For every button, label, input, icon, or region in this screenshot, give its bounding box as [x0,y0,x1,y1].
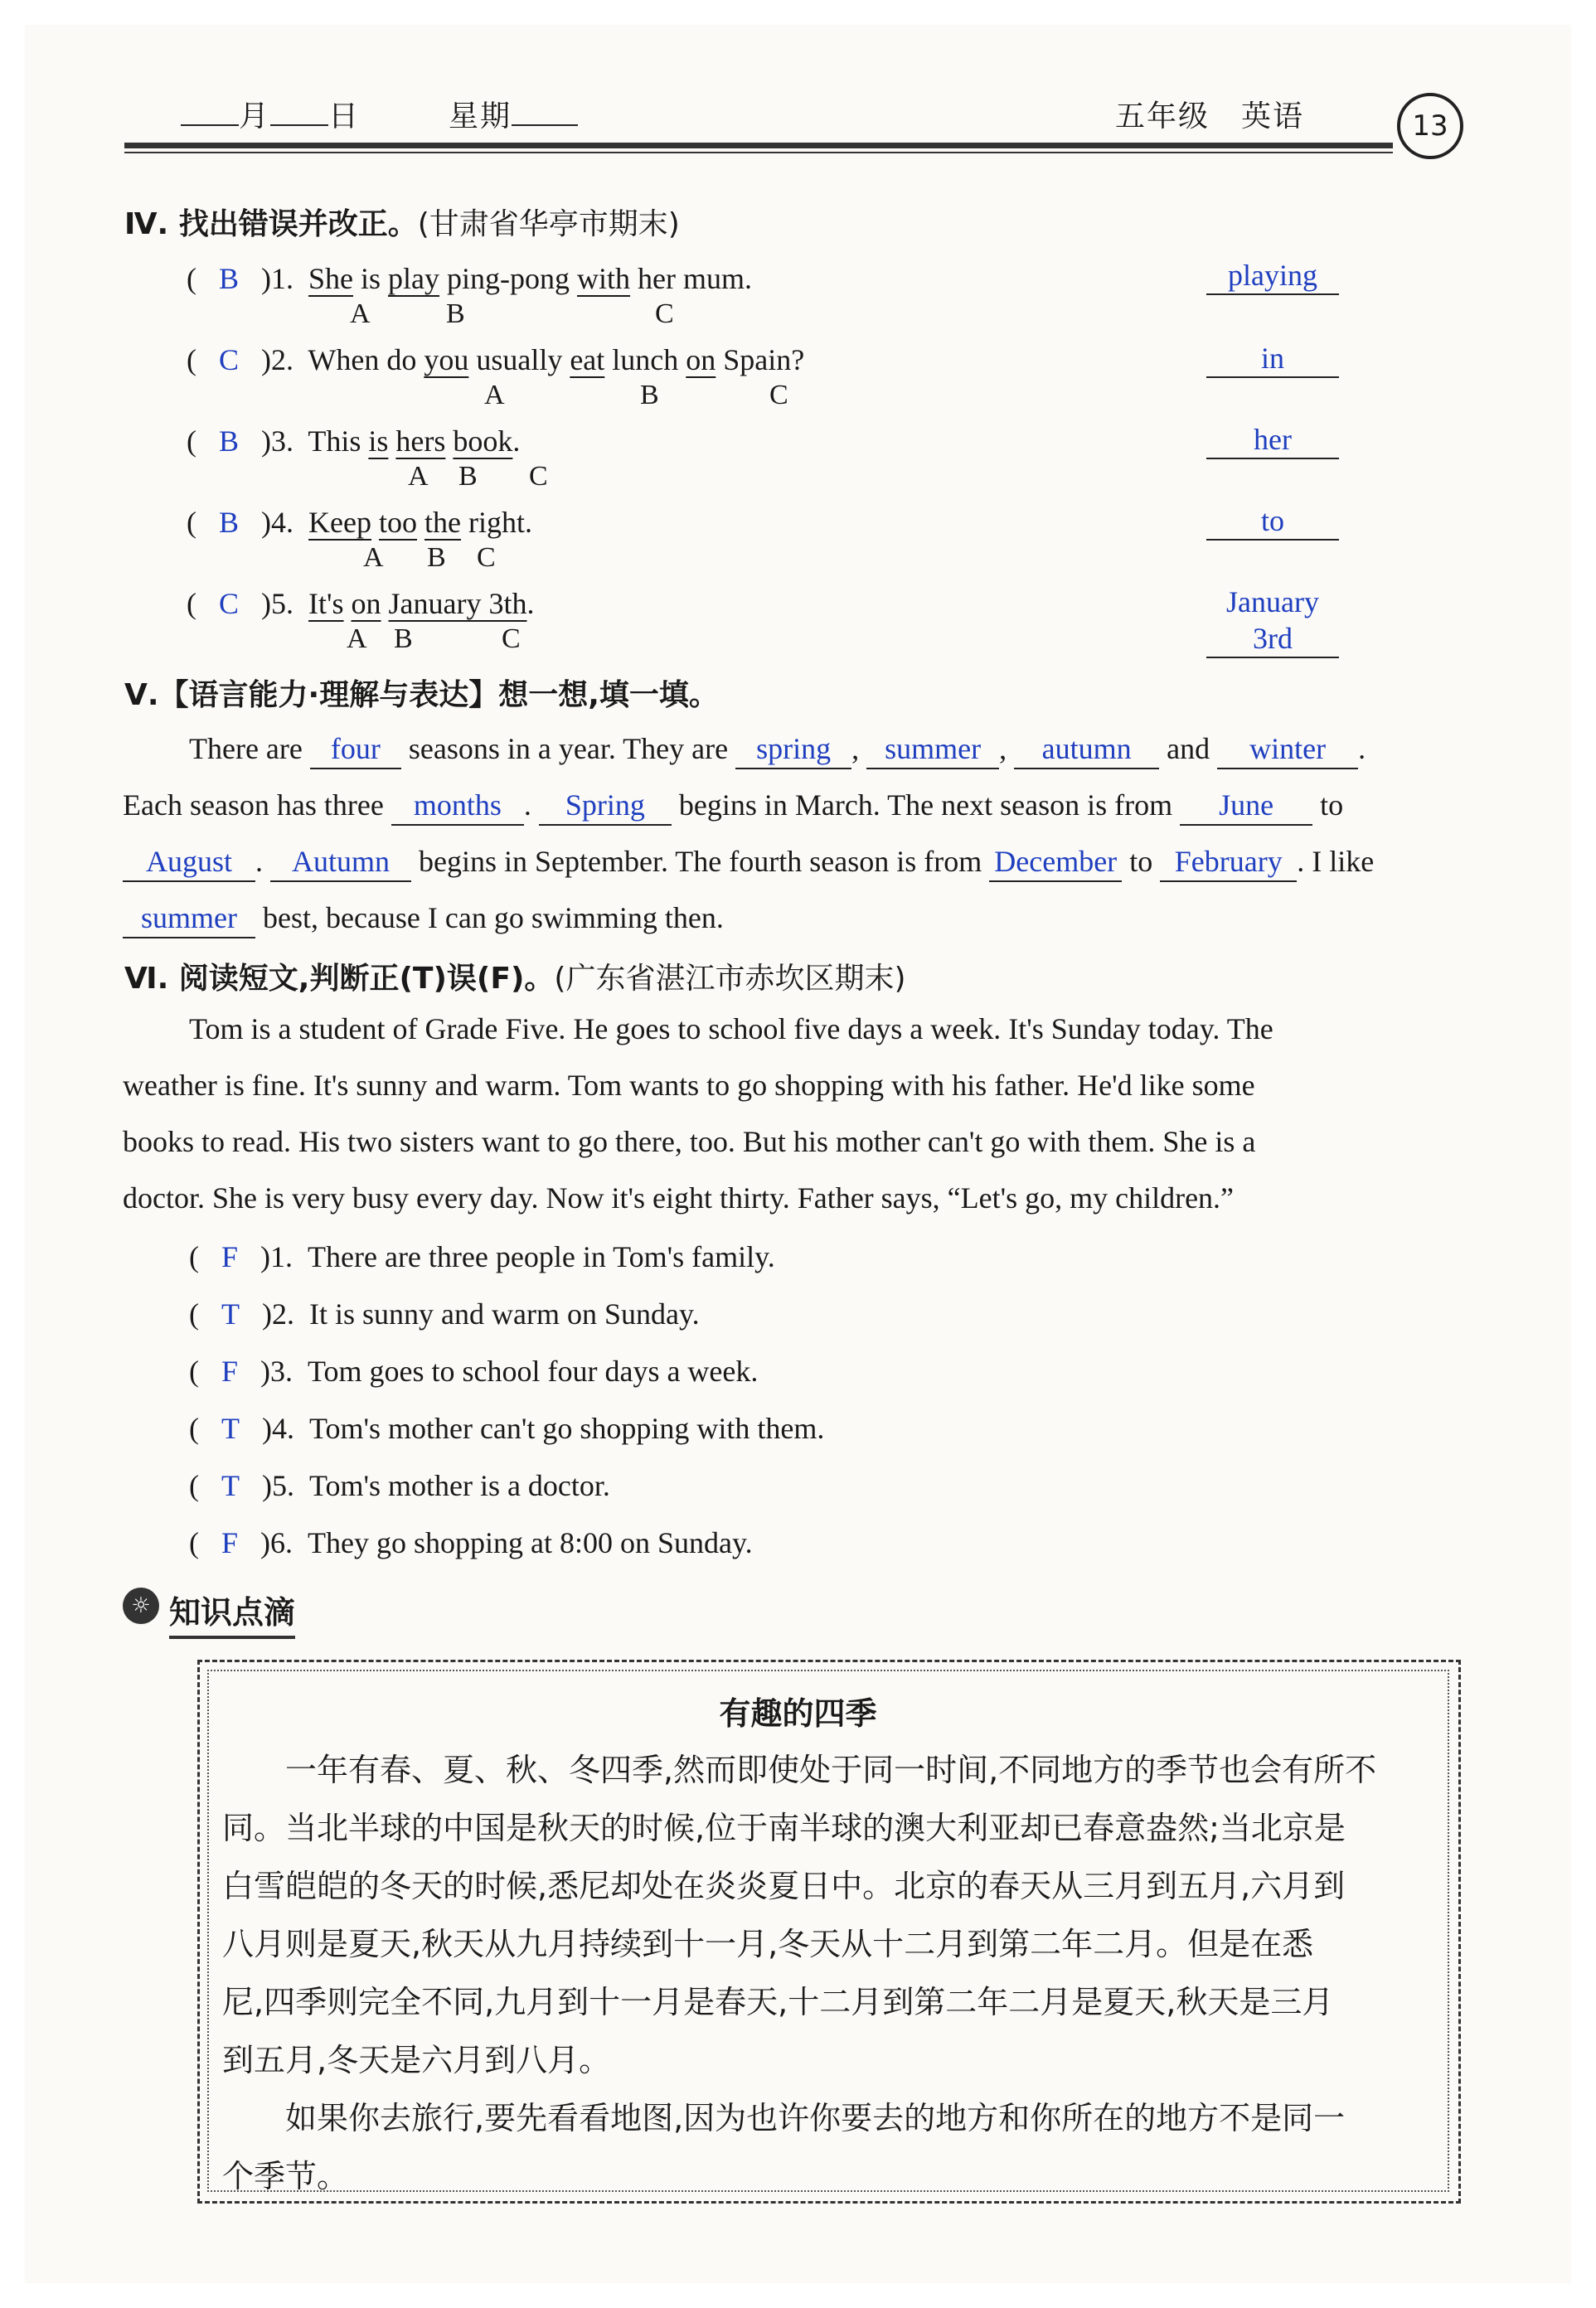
section4-item-2: ( C )2. When do you usually eat lunch on Spain? [187,343,805,376]
correction-2: in [1206,340,1339,378]
label-c: C [502,623,521,654]
correction-3: her [1206,421,1339,459]
text: begins in September. The fourth season is from [419,845,982,878]
label-c: C [477,542,496,573]
item-text: It is sunny and warm on Sunday. [309,1297,700,1331]
tf-item-1: ( F )1. There are three people in Tom's family. [189,1240,775,1273]
section5-title: Ⅴ.【语言能力·理解与表达】想一想,填一填。 [124,678,719,712]
text: begins in March. The next season is from [678,788,1173,822]
knowledge-line-7: 如果你去旅行,要先看看地图,因为也许你要去的地方和你所在的地方不是同一 [222,2100,1346,2136]
text: , [999,732,1007,765]
label-c: C [529,461,548,492]
lightbulb-icon: ☼ [123,1588,159,1624]
correction-5: January 3rd [1206,584,1339,658]
passage-line-4: doctor. She is very busy every day. Now it's eight thirty. Father says, “Let's go, my children.” [123,1181,1235,1215]
blank-autumn-cap: Autumn [270,842,411,882]
tf-item-5: ( T )5. Tom's mother is a doctor. [189,1469,610,1502]
text: seasons in a year. They are [408,732,729,765]
knowledge-line-2: 同。当北半球的中国是秋天的时候,位于南半球的澳大利亚却已春意盎然;当北京是 [222,1810,1346,1846]
header-rule-thin [124,152,1393,153]
knowledge-line-8: 个季节。 [222,2158,349,2194]
correction-4: to [1206,502,1339,541]
label-a: A [350,298,371,329]
item-number: )6. [260,1526,293,1559]
header-rule [124,143,1393,148]
text: . [255,845,263,878]
grade-subject: 五年级 英语 [1115,99,1305,133]
blank-four: four [310,730,401,769]
blank-months: months [391,786,524,826]
knowledge-line-6: 到五月,冬天是六月到八月。 [222,2042,611,2078]
correction-1: playing [1206,257,1339,295]
tf-item-2: ( T )2. It is sunny and warm on Sunday. [189,1297,700,1331]
section5-line-1 [189,730,1366,769]
text: to [1129,845,1153,878]
blank-spring: spring [735,730,851,769]
section4-heading: Ⅳ. 找出错误并改正。 [124,207,418,241]
item-number: )3. [260,1355,293,1388]
passage-line-1: Tom is a student of Grade Five. He goes to school five days a week. It's Sunday today. The [189,1012,1273,1045]
section6-source: (广东省湛江市赤坎区期末) [554,962,906,996]
item-number: )2. [261,343,294,376]
knowledge-line-4: 八月则是夏天,秋天从九月持续到十一月,冬天从十二月到第二年二月。但是在悉 [222,1926,1314,1962]
blank-august: August [123,842,255,882]
knowledge-line-5: 尼,四季则完全不同,九月到十一月是春天,十二月到第二年二月是夏天,秋天是三月 [222,1984,1334,2020]
item-number: )3. [261,424,294,458]
text: . I like [1297,845,1375,878]
knowledge-label: 知识点滴 [169,1587,295,1639]
blank-summer: summer [866,730,999,769]
item-number: )2. [262,1297,294,1331]
item-number: )5. [261,587,294,620]
item-text: Tom goes to school four days a week. [308,1355,759,1388]
answer: B [219,424,240,458]
passage-line-2: weather is fine. It's sunny and warm. Tom wants to go shopping with his father. He'd like some [123,1069,1255,1102]
blank-summer-2: summer [123,899,255,938]
answer: F [221,1355,239,1388]
label-a: A [347,623,367,654]
month-label: 月 [239,99,271,133]
item-text: Tom's mother is a doctor. [309,1469,610,1502]
item-text: Tom's mother can't go shopping with them. [309,1412,825,1445]
section5-line-2 [123,786,1343,826]
answer: C [219,587,240,620]
item-text: They go shopping at 8:00 on Sunday. [308,1526,753,1559]
item-number: )5. [262,1469,294,1502]
text: and [1167,732,1210,765]
label-b: B [427,542,446,573]
knowledge-line-1: 一年有春、夏、秋、冬四季,然而即使处于同一时间,不同地方的季节也会有所不 [222,1752,1377,1788]
label-a: A [408,461,429,492]
blank-winter: winter [1217,730,1358,769]
blank-february: February [1160,842,1297,882]
answer: F [221,1526,239,1559]
answer: T [221,1412,240,1445]
day-label: 日 [328,99,361,133]
text: best, because I can go swimming then. [263,901,724,934]
section4-item-1: ( B )1. She is play ping-pong with her mum. [187,262,753,295]
blank-december: December [989,842,1122,882]
section6-heading: Ⅵ. 阅读短文,判断正(T)误(F)。 [124,962,555,996]
section5-line-4 [123,899,724,938]
section4-item-5: ( C )5. It's on January 3th. [187,587,535,620]
passage-line-3: books to read. His two sisters want to go there, too. But his mother can't go with them. She is a [123,1125,1256,1158]
label-b: B [394,623,413,654]
answer: B [219,262,240,295]
section5-line-3 [123,842,1374,882]
page-number: 13 [1397,93,1463,159]
item-number: )1. [260,1240,293,1273]
answer: T [221,1297,240,1331]
label-c: C [655,298,674,329]
section4-source: (甘肃省华亭市期末) [417,207,680,241]
label-b: B [640,380,659,410]
knowledge-box-title: 有趣的四季 [719,1695,877,1732]
text: Each season has three [123,788,384,822]
label-b: B [458,461,478,492]
tf-item-4: ( T )4. Tom's mother can't go shopping with them. [189,1412,825,1445]
item-number: )4. [261,506,294,539]
section4-item-3: ( B )3. This is hers book. [187,424,521,458]
label-c: C [769,380,788,410]
text: There are [189,732,303,765]
text: . [523,788,531,822]
section4-item-4: ( B )4. Keep too the right. [187,506,532,539]
label-b: B [446,298,465,329]
section6-title [124,955,906,997]
item-text: There are three people in Tom's family. [308,1240,775,1273]
item-number: )1. [261,262,294,295]
text: to [1320,788,1344,822]
text: . [1358,732,1366,765]
answer: F [221,1240,239,1273]
section4-title [124,201,680,243]
answer: B [219,506,240,539]
label-a: A [363,542,384,573]
blank-june: June [1180,786,1312,826]
answer: T [221,1469,240,1502]
header-date [181,93,578,135]
label-a: A [484,380,505,410]
knowledge-line-3: 白雪皑皑的冬天的时候,悉尼却处在炎炎夏日中。北京的春天从三月到五月,六月到 [222,1868,1346,1904]
answer: C [219,343,240,376]
item-number: )4. [262,1412,294,1445]
weekday-label: 星期 [448,99,512,133]
blank-autumn: autumn [1014,730,1159,769]
blank-Spring: Spring [539,786,672,826]
tf-item-6: ( F )6. They go shopping at 8:00 on Sunday. [189,1526,753,1559]
text: , [851,732,860,765]
tf-item-3: ( F )3. Tom goes to school four days a week. [189,1355,759,1388]
